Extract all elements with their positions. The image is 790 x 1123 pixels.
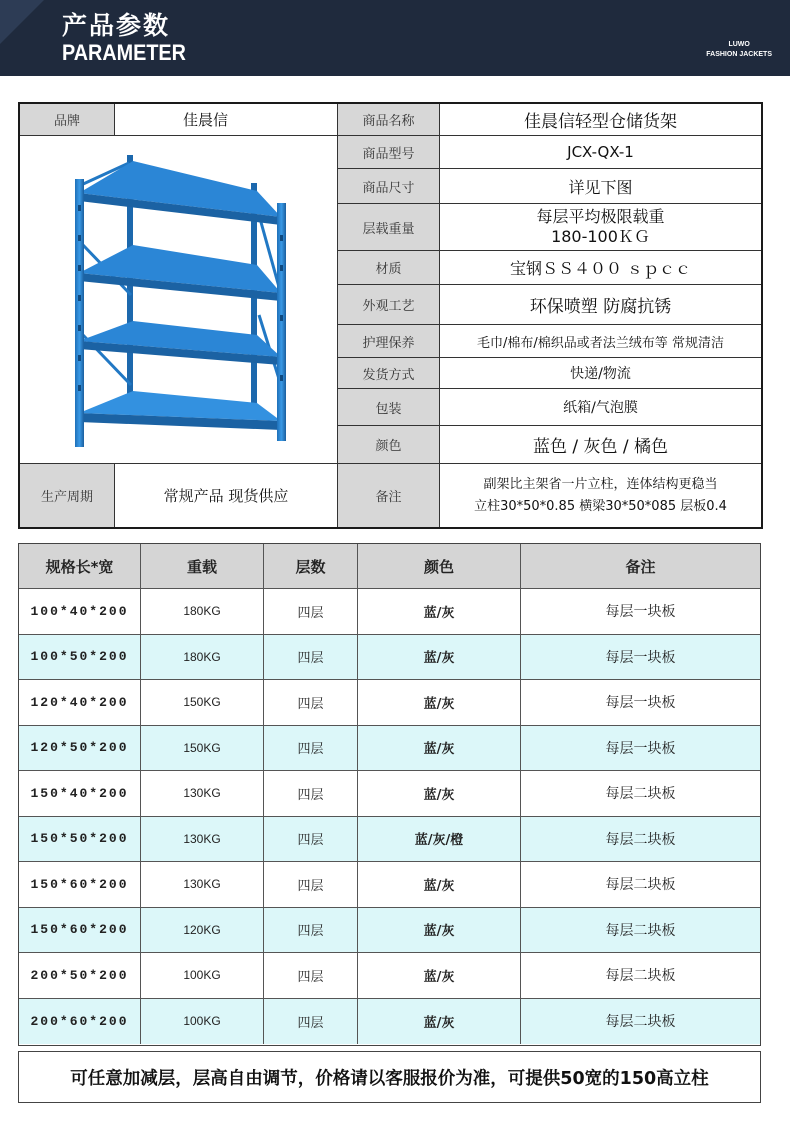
brand-line2: FASHION JACKETS	[706, 51, 772, 58]
table-row	[19, 635, 760, 681]
spec-color-cell: 蓝/灰	[358, 589, 521, 635]
shelf-rack-image	[59, 145, 299, 455]
divider	[338, 357, 761, 358]
name-value: 佳晨信轻型仓储货架	[440, 104, 761, 135]
spec-size-cell: 100*50*200	[19, 635, 141, 681]
spec-load-cell: 130KG	[141, 771, 264, 817]
spec-color-cell: 蓝/灰	[358, 862, 521, 908]
table-row	[19, 953, 760, 999]
divider	[114, 104, 115, 135]
spec-color-cell: 蓝/灰	[358, 953, 521, 999]
ship-value: 快递/物流	[440, 358, 761, 388]
banner-accent	[0, 0, 44, 44]
table-row	[19, 999, 760, 1045]
name-label: 商品名称	[338, 104, 439, 135]
table-row	[19, 771, 760, 817]
spec-remark-header: 备注	[521, 544, 760, 589]
care-label: 护理保养	[338, 325, 439, 357]
spec-layers-cell: 四层	[264, 589, 358, 635]
pack-value: 纸箱/气泡膜	[440, 389, 761, 425]
spec-color-cell: 蓝/灰	[358, 771, 521, 817]
model-label: 商品型号	[338, 136, 439, 168]
spec-layers-cell: 四层	[264, 680, 358, 726]
load-label: 层载重量	[338, 204, 439, 250]
spec-remark-cell: 每层二块板	[521, 862, 760, 908]
spec-color-cell: 蓝/灰	[358, 635, 521, 681]
remark-value-line2: 立柱30*50*0.85 横梁30*50*085 层板0.4	[474, 498, 727, 514]
color-value: 蓝色 / 灰色 / 橘色	[440, 426, 761, 463]
header-banner	[0, 0, 790, 76]
spec-color-cell: 蓝/灰	[358, 908, 521, 954]
divider	[338, 168, 761, 169]
brand-value: 佳晨信	[115, 104, 337, 135]
remark-value-line1: 副架比主架省一片立柱，连体结构更稳当	[483, 476, 718, 492]
table-row	[19, 817, 760, 863]
spec-remark-cell: 每层一块板	[521, 635, 760, 681]
spec-remark-cell: 每层二块板	[521, 953, 760, 999]
spec-size-header: 规格长*宽	[19, 544, 141, 589]
load-value-line2: 180-100ＫＧ	[551, 227, 650, 246]
divider	[338, 250, 761, 251]
spec-load-header: 重载	[141, 544, 264, 589]
table-row	[19, 908, 760, 954]
cycle-label: 生产周期	[20, 464, 114, 527]
divider	[114, 463, 115, 527]
ship-label: 发货方式	[338, 358, 439, 388]
spec-size-cell: 200*50*200	[19, 953, 141, 999]
spec-remark-cell: 每层一块板	[521, 726, 760, 772]
load-value-line1: 每层平均极限载重	[536, 207, 665, 226]
pack-label: 包装	[338, 389, 439, 425]
spec-remark-cell: 每层二块板	[521, 908, 760, 954]
divider	[338, 203, 761, 204]
material-value: 宝钢ＳＳ４００ ｓｐｃｃ	[440, 251, 761, 284]
spec-load-cell: 150KG	[141, 680, 264, 726]
banner-brand	[706, 40, 772, 60]
spec-layers-header: 层数	[264, 544, 358, 589]
spec-size-cell: 120*50*200	[19, 726, 141, 772]
remark-value	[440, 464, 761, 527]
spec-layers-cell: 四层	[264, 726, 358, 772]
spec-load-cell: 180KG	[141, 635, 264, 681]
spec-remark-cell: 每层一块板	[521, 589, 760, 635]
divider	[20, 135, 337, 136]
spec-color-cell: 蓝/灰	[358, 680, 521, 726]
divider	[338, 135, 761, 136]
divider	[338, 324, 761, 325]
table-row	[19, 862, 760, 908]
spec-layers-cell: 四层	[264, 635, 358, 681]
divider	[338, 388, 761, 389]
load-value	[440, 204, 761, 250]
size-label: 商品尺寸	[338, 169, 439, 203]
spec-layers-cell: 四层	[264, 953, 358, 999]
product-image	[20, 136, 337, 463]
spec-load-cell: 130KG	[141, 862, 264, 908]
divider	[338, 284, 761, 285]
spec-layers-cell: 四层	[264, 999, 358, 1045]
spec-load-cell: 150KG	[141, 726, 264, 772]
brand-label: 品牌	[20, 104, 114, 135]
spec-remark-cell: 每层二块板	[521, 771, 760, 817]
remark-label: 备注	[338, 464, 439, 527]
material-label: 材质	[338, 251, 439, 284]
spec-load-cell: 130KG	[141, 817, 264, 863]
spec-size-cell: 150*60*200	[19, 908, 141, 954]
banner-title-cn: 产品参数	[62, 11, 171, 40]
divider	[20, 463, 761, 464]
spec-layers-cell: 四层	[264, 817, 358, 863]
care-value: 毛巾/棉布/棉织品或者法兰绒布等 常规清洁	[440, 325, 761, 357]
spec-color-header: 颜色	[358, 544, 521, 589]
spec-layers-cell: 四层	[264, 862, 358, 908]
spec-size-cell: 150*60*200	[19, 862, 141, 908]
process-label: 外观工艺	[338, 285, 439, 324]
spec-header-row	[19, 544, 760, 589]
parameter-table	[18, 102, 763, 529]
spec-load-cell: 100KG	[141, 999, 264, 1045]
spec-remark-cell: 每层二块板	[605, 1014, 676, 1031]
spec-size-cell: 120*40*200	[19, 680, 141, 726]
divider	[338, 425, 761, 426]
spec-layers-cell: 四层	[264, 908, 358, 954]
process-value: 环保喷塑 防腐抗锈	[440, 285, 761, 324]
spec-size-cell: 150*50*200	[19, 817, 141, 863]
spec-table	[18, 543, 761, 1046]
color-label: 颜色	[338, 426, 439, 463]
footer-note: 可任意加减层，层高自由调节，价格请以客服报价为准，可提供50宽的150高立柱	[18, 1051, 761, 1103]
model-value: JCX-QX-1	[440, 136, 761, 168]
spec-color-cell: 蓝/灰/橙	[358, 817, 521, 863]
spec-size-cell: 150*40*200	[19, 771, 141, 817]
table-row	[19, 589, 760, 635]
spec-remark-cell: 每层二块板	[521, 817, 760, 863]
spec-load-cell: 180KG	[141, 589, 264, 635]
table-row	[19, 680, 760, 726]
size-value: 详见下图	[440, 169, 761, 203]
cycle-value: 常规产品 现货供应	[115, 464, 337, 527]
spec-size-cell: 100*40*200	[19, 589, 141, 635]
brand-line1: LUWO	[728, 41, 750, 48]
spec-size-cell: 200*60*200	[19, 999, 141, 1045]
banner-title-en: PARAMETER	[62, 40, 186, 65]
spec-remark-cell: 每层一块板	[521, 680, 760, 726]
spec-color-cell: 蓝/灰	[358, 999, 521, 1045]
table-row	[19, 726, 760, 772]
spec-load-cell: 120KG	[141, 908, 264, 954]
spec-color-cell: 蓝/灰	[358, 726, 521, 772]
spec-load-cell: 100KG	[141, 953, 264, 999]
spec-layers-cell: 四层	[264, 771, 358, 817]
